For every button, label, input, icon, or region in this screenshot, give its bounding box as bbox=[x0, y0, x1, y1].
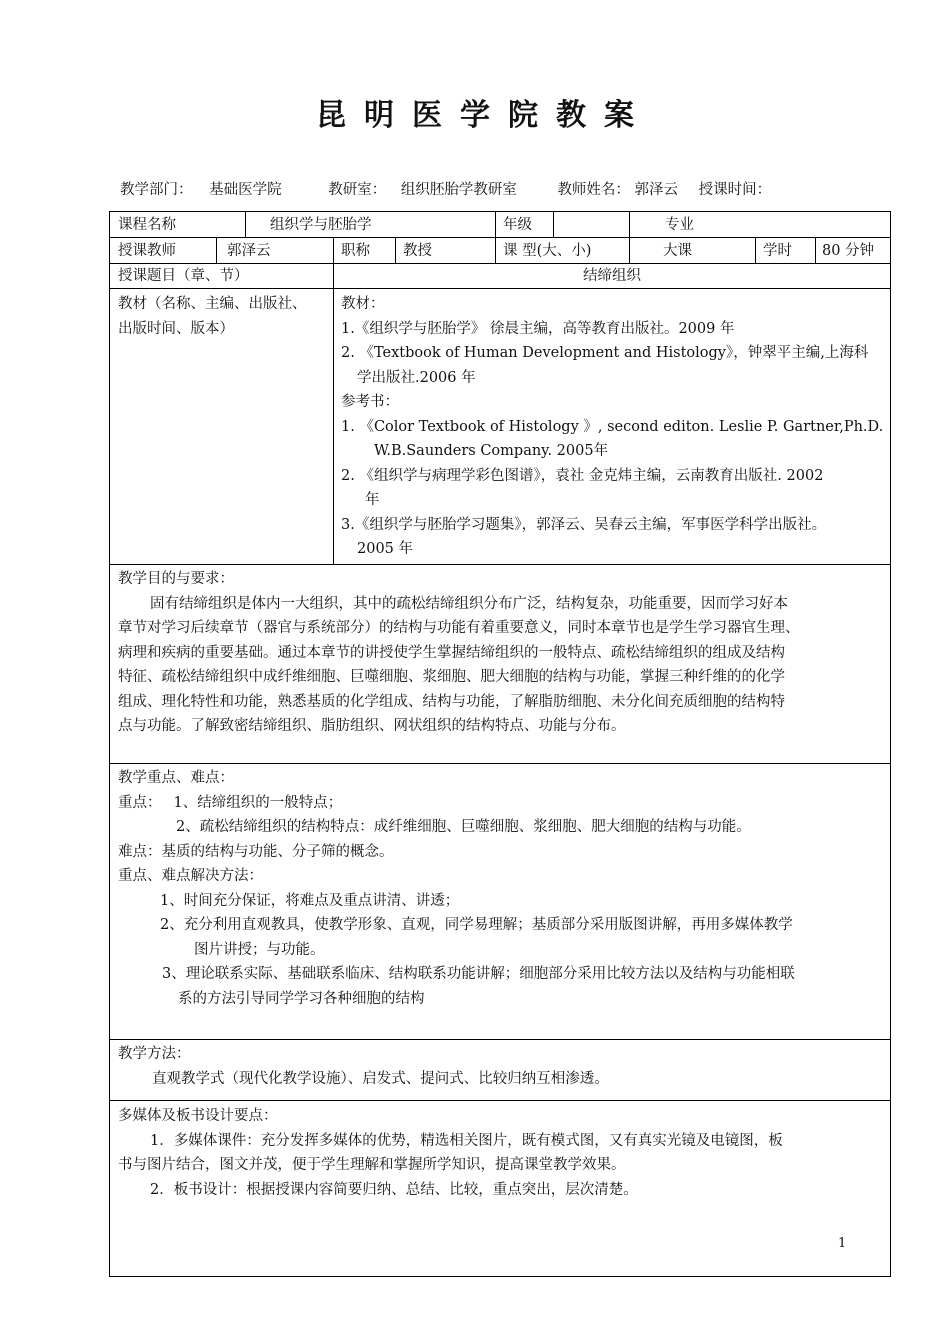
textbook-line: 3.《组织学与胚胎学习题集》，郭泽云、吴春云主编，军事医学科学出版社。 bbox=[341, 516, 827, 533]
focus-line-1 bbox=[118, 791, 888, 816]
textbook-line: 1. 《Color Textbook of Histology 》, second editon. Leslie P. Gartner,Ph.D. bbox=[341, 418, 884, 435]
objectives-line: 组成、理化特性和功能，熟悉基质的化学组成、结构与功能，了解脂肪细胞、未分化间充质细胞的结构特 bbox=[118, 693, 785, 710]
solution-item: 系的方法引导同学学习各种细胞的结构 bbox=[178, 990, 425, 1007]
multimedia-line: 书与图片结合，图文并茂，便于学生理解和掌握所学知识，提高课堂教学效果。 bbox=[118, 1157, 626, 1173]
multimedia-line: 2．板书设计：根据授课内容简要归纳、总结、比较，重点突出，层次清楚。 bbox=[150, 1181, 638, 1198]
rank-value: 教授 bbox=[403, 243, 432, 259]
topic-value: 结缔组织 bbox=[583, 268, 641, 284]
focus-label: 重点： bbox=[118, 794, 162, 811]
textbook-content bbox=[341, 292, 886, 562]
major-label: 专业 bbox=[665, 217, 694, 233]
rank-label: 职称 bbox=[341, 243, 370, 259]
textbook-line: 2. 《组织学与病理学彩色图谱》，袁社 金克炜主编，云南教育出版社. 2002 bbox=[341, 467, 824, 484]
objectives-line: 章节对学习后续章节（器官与系统部分）的结构与功能有着重要意义，同时本章节也是学生学习器官生理、 bbox=[118, 620, 800, 636]
solution-item: 图片讲授；与功能。 bbox=[194, 941, 325, 958]
objectives-line: 特征、疏松结缔组织中成纤维细胞、巨噬细胞、浆细胞、肥大细胞的结构与功能，掌握三种纤维的的化学 bbox=[118, 669, 785, 685]
method-heading: 教学方法： bbox=[118, 1046, 191, 1062]
office-label: 教研室： bbox=[328, 182, 387, 198]
keypoints-heading: 教学重点、难点： bbox=[118, 770, 234, 786]
office-value: 组织胚胎学教研室 bbox=[400, 182, 517, 198]
multimedia-section bbox=[118, 1104, 888, 1202]
objectives-line: 病理和疾病的重要基础。通过本章节的讲授使学生掌握结缔组织的一般特点、疏松结缔组织的组成及结构 bbox=[118, 644, 785, 661]
topic-label: 授课题目（章、节） bbox=[118, 268, 249, 284]
textbook-line: 教材： bbox=[341, 296, 385, 312]
dept-label: 教学部门： bbox=[120, 182, 193, 198]
lesson-type-value: 大课 bbox=[663, 243, 692, 259]
hours-label: 学时 bbox=[763, 243, 792, 259]
dept-value: 基础医学院 bbox=[209, 182, 282, 198]
teacher-label: 教师姓名： bbox=[557, 182, 630, 198]
grade-label: 年级 bbox=[503, 217, 532, 233]
method-section bbox=[118, 1042, 888, 1091]
header-info bbox=[120, 178, 900, 199]
textbook-label bbox=[118, 292, 328, 341]
focus-item: 1、结缔组织的一般特点； bbox=[173, 794, 343, 811]
course-label: 课程名称 bbox=[118, 217, 176, 233]
objectives-line: 点与功能。了解致密结缔组织、脂肪组织、网状组织的结构特点、功能与分布。 bbox=[118, 718, 626, 734]
solution-heading: 重点、难点解决方法： bbox=[118, 868, 263, 884]
time-label: 授课时间： bbox=[698, 182, 772, 198]
textbook-line: 2005 年 bbox=[357, 541, 414, 557]
textbook-line: 1.《组织学与胚胎学》 徐晨主编，高等教育出版社。2009 年 bbox=[341, 320, 735, 337]
difficulty-line: 难点：基质的结构与功能、分子筛的概念。 bbox=[118, 843, 394, 860]
solution-item: 1、时间充分保证，将难点及重点讲清、讲透； bbox=[160, 892, 460, 909]
objectives-section bbox=[118, 567, 888, 739]
textbook-label-line: 教材（名称、主编、出版社、 bbox=[118, 296, 307, 312]
lesson-plan-table bbox=[109, 211, 891, 1277]
lesson-type-label: 课 型(大、小) bbox=[503, 243, 592, 259]
textbook-line: 参考书： bbox=[341, 394, 399, 410]
objectives-heading: 教学目的与要求： bbox=[118, 571, 234, 587]
teacher-value: 郭泽云 bbox=[634, 182, 679, 198]
page-title: 昆明医学院教案 bbox=[316, 98, 652, 133]
textbook-line: 2. 《Textbook of Human Development and Histology》，钟翠平主编,上海科 bbox=[341, 345, 869, 361]
textbook-line: W.B.Saunders Company. 2005年 bbox=[374, 443, 609, 459]
page-number: 1 bbox=[838, 1236, 847, 1251]
course-value: 组织学与胚胎学 bbox=[270, 217, 372, 233]
keypoints-section bbox=[118, 766, 888, 1011]
textbook-line: 学出版社.2006 年 bbox=[357, 369, 476, 386]
solution-item: 2、充分利用直观教具，使教学形象、直观，同学易理解；基质部分采用版图讲解，再用多媒体教学 bbox=[160, 917, 793, 933]
multimedia-line: 1．多媒体课件：充分发挥多媒体的优势，精选相关图片，既有模式图，又有真实光镜及电镜图，板 bbox=[150, 1132, 783, 1149]
instructor-value: 郭泽云 bbox=[227, 243, 271, 259]
method-text: 直观教学式（现代化教学设施）、启发式、提问式、比较归纳互相渗透。 bbox=[152, 1070, 609, 1087]
instructor-label: 授课教师 bbox=[118, 243, 176, 259]
solution-item: 3、理论联系实际、基础联系临床、结构联系功能讲解；细胞部分采用比较方法以及结构与功能相联 bbox=[162, 966, 795, 982]
textbook-line: 年 bbox=[365, 492, 380, 508]
focus-item: 2、疏松结缔组织的结构特点：成纤维细胞、巨噬细胞、浆细胞、肥大细胞的结构与功能。 bbox=[176, 819, 751, 835]
hours-value: 80 分钟 bbox=[822, 243, 875, 259]
objectives-line: 固有结缔组织是体内一大组织，其中的疏松结缔组织分布广泛，结构复杂，功能重要，因而学习好本 bbox=[150, 595, 788, 612]
multimedia-heading: 多媒体及板书设计要点： bbox=[118, 1108, 278, 1124]
textbook-label-line: 出版时间、版本） bbox=[118, 320, 234, 337]
